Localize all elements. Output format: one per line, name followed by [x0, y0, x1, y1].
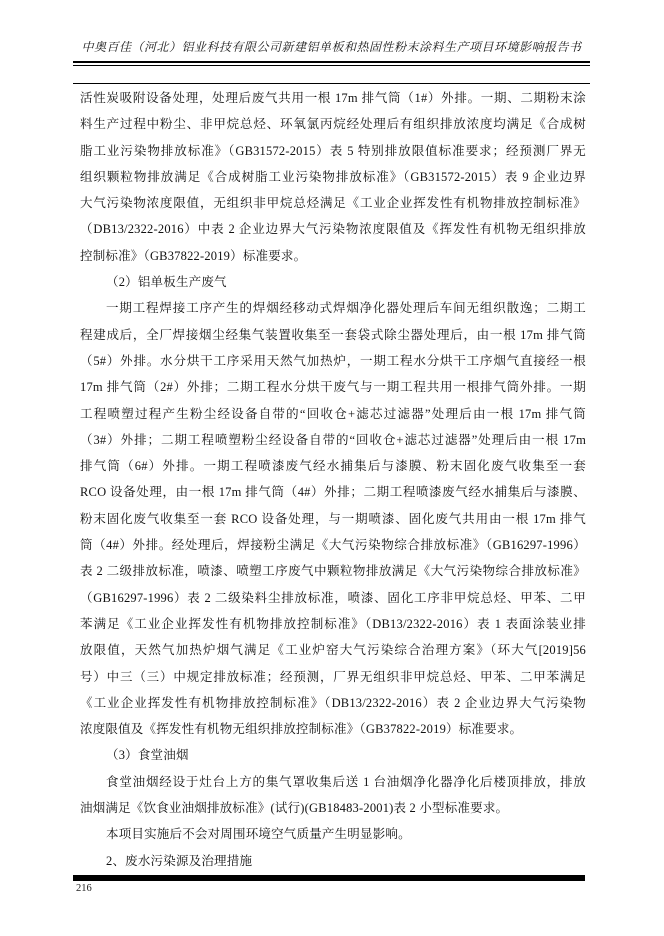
page-header-title: 中奥百佳（河北）铝业科技有限公司新建铝单板和热固性粉末涂料生产项目环境影响报告书 — [81, 40, 582, 54]
text-line: 《工业企业挥发性有机物排放控制标准》（DB13/2322-2016）表 2 企业边界大气污染物 — [80, 695, 586, 710]
text-line: 表 2 二级排放标准，喷漆、喷塑工序废气中颗粒物排放满足《大气污染物综合排放标准》 — [80, 564, 586, 579]
text-line: 筒（4#）外排。经处理后，焊接粉尘满足《大气污染物综合排放标准》（GB16297-1996） — [80, 538, 586, 553]
text-line: 苯满足《工业企业挥发性有机物排放控制标准》（DB13/2322-2016）表 1 表面涂装业排 — [80, 616, 586, 631]
text-line: 排气筒（6#）外排。一期工程喷漆废气经水捕集后与漆膜、粉末固化废气收集至一套 — [80, 459, 586, 474]
text-line: 工程喷塑过程产生粉尘经设备自带的“回收仓+滤芯过滤器”处理后由一根 17m 排气筒 — [80, 406, 586, 421]
page-number: 216 — [76, 883, 92, 894]
text-line: （2）铝单板生产废气 — [106, 275, 227, 290]
header-double-rule — [73, 61, 590, 66]
text-line: RCO 设备处理，由一根 17m 排气筒（4#）外排；二期工程喷漆废气经水捕集后与漆膜、 — [80, 485, 586, 500]
text-line: （5#）外排。水分烘干工序采用天然气加热炉，一期工程水分烘干工序烟气直接经一根 — [80, 353, 586, 368]
text-line: 大气污染物浓度限值，无组织非甲烷总烃满足《工业企业挥发性有机物排放控制标准》 — [80, 196, 586, 211]
text-line: 料生产过程中粉尘、非甲烷总烃、环氧氯丙烷经处理后有组织排放浓度均满足《合成树 — [80, 117, 586, 132]
text-line: 浓度限值及《挥发性有机物无组织排放控制标准》（GB37822-2019）标准要求。 — [80, 722, 523, 737]
body-top-rule — [73, 83, 590, 84]
text-line: 粉末固化废气收集至一套 RCO 设备处理，与一期喷漆、固化废气共用由一根 17m 排气 — [80, 511, 586, 526]
text-line: 17m 排气筒（2#）外排；二期工程水分烘干废气与一期工程共用一根排气筒外排。一期 — [80, 380, 586, 395]
text-line: 放限值，天然气加热炉烟气满足《工业炉窑大气污染综合治理方案》（环大气[2019]56 — [80, 643, 586, 658]
text-line: 脂工业污染物排放标准》（GB31572-2015）表 5 特别排放限值标准要求；经预测厂界无 — [80, 143, 586, 158]
text-line: 活性炭吸附设备处理，处理后废气共用一根 17m 排气筒（1#）外排。一期、二期粉末涂 — [80, 91, 586, 105]
text-line: （GB16297-1996）表 2 二级染料尘排放标准，喷漆、固化工序非甲烷总烃、甲苯、二甲 — [80, 590, 586, 605]
footer-rule — [73, 875, 585, 881]
text-line: 食堂油烟经设于灶台上方的集气罩收集后送 1 台油烟净化器净化后楼顶排放，排放 — [106, 774, 586, 789]
document-body — [80, 85, 586, 874]
text-line: 号）中三（三）中规定排放标准；经预测，厂界无组织非甲烷总烃、甲苯、二甲苯满足 — [80, 669, 586, 684]
text-line: 一期工程焊接工序产生的焊烟经移动式焊烟净化器处理后车间无组织散逸；二期工 — [106, 301, 586, 316]
text-line: 程建成后，全厂焊接烟尘经集气装置收集至一套袋式除尘器处理后，由一根 17m 排气筒 — [80, 327, 586, 342]
text-line: （3）食堂油烟 — [106, 748, 189, 763]
text-line: （DB13/2322-2016）中表 2 企业边界大气污染物浓度限值及《挥发性有机物无组织排放 — [80, 222, 586, 237]
text-line: 组织颗粒物排放满足《合成树脂工业污染物排放标准》（GB31572-2015）表 9 企业边界 — [80, 169, 586, 184]
text-line: 控制标准》（GB37822-2019）标准要求。 — [80, 248, 307, 263]
text-line: 2、废水污染源及治理措施 — [106, 853, 253, 868]
text-line: 本项目实施后不会对周围环境空气质量产生明显影响。 — [106, 827, 411, 842]
text-line: （3#）外排；二期工程喷塑粉尘经设备自带的“回收仓+滤芯过滤器”处理后由一根 17m — [80, 432, 586, 447]
text-line: 油烟满足《饮食业油烟排放标准》(试行)(GB18483-2001)表 2 小型标准要求。 — [80, 801, 509, 816]
